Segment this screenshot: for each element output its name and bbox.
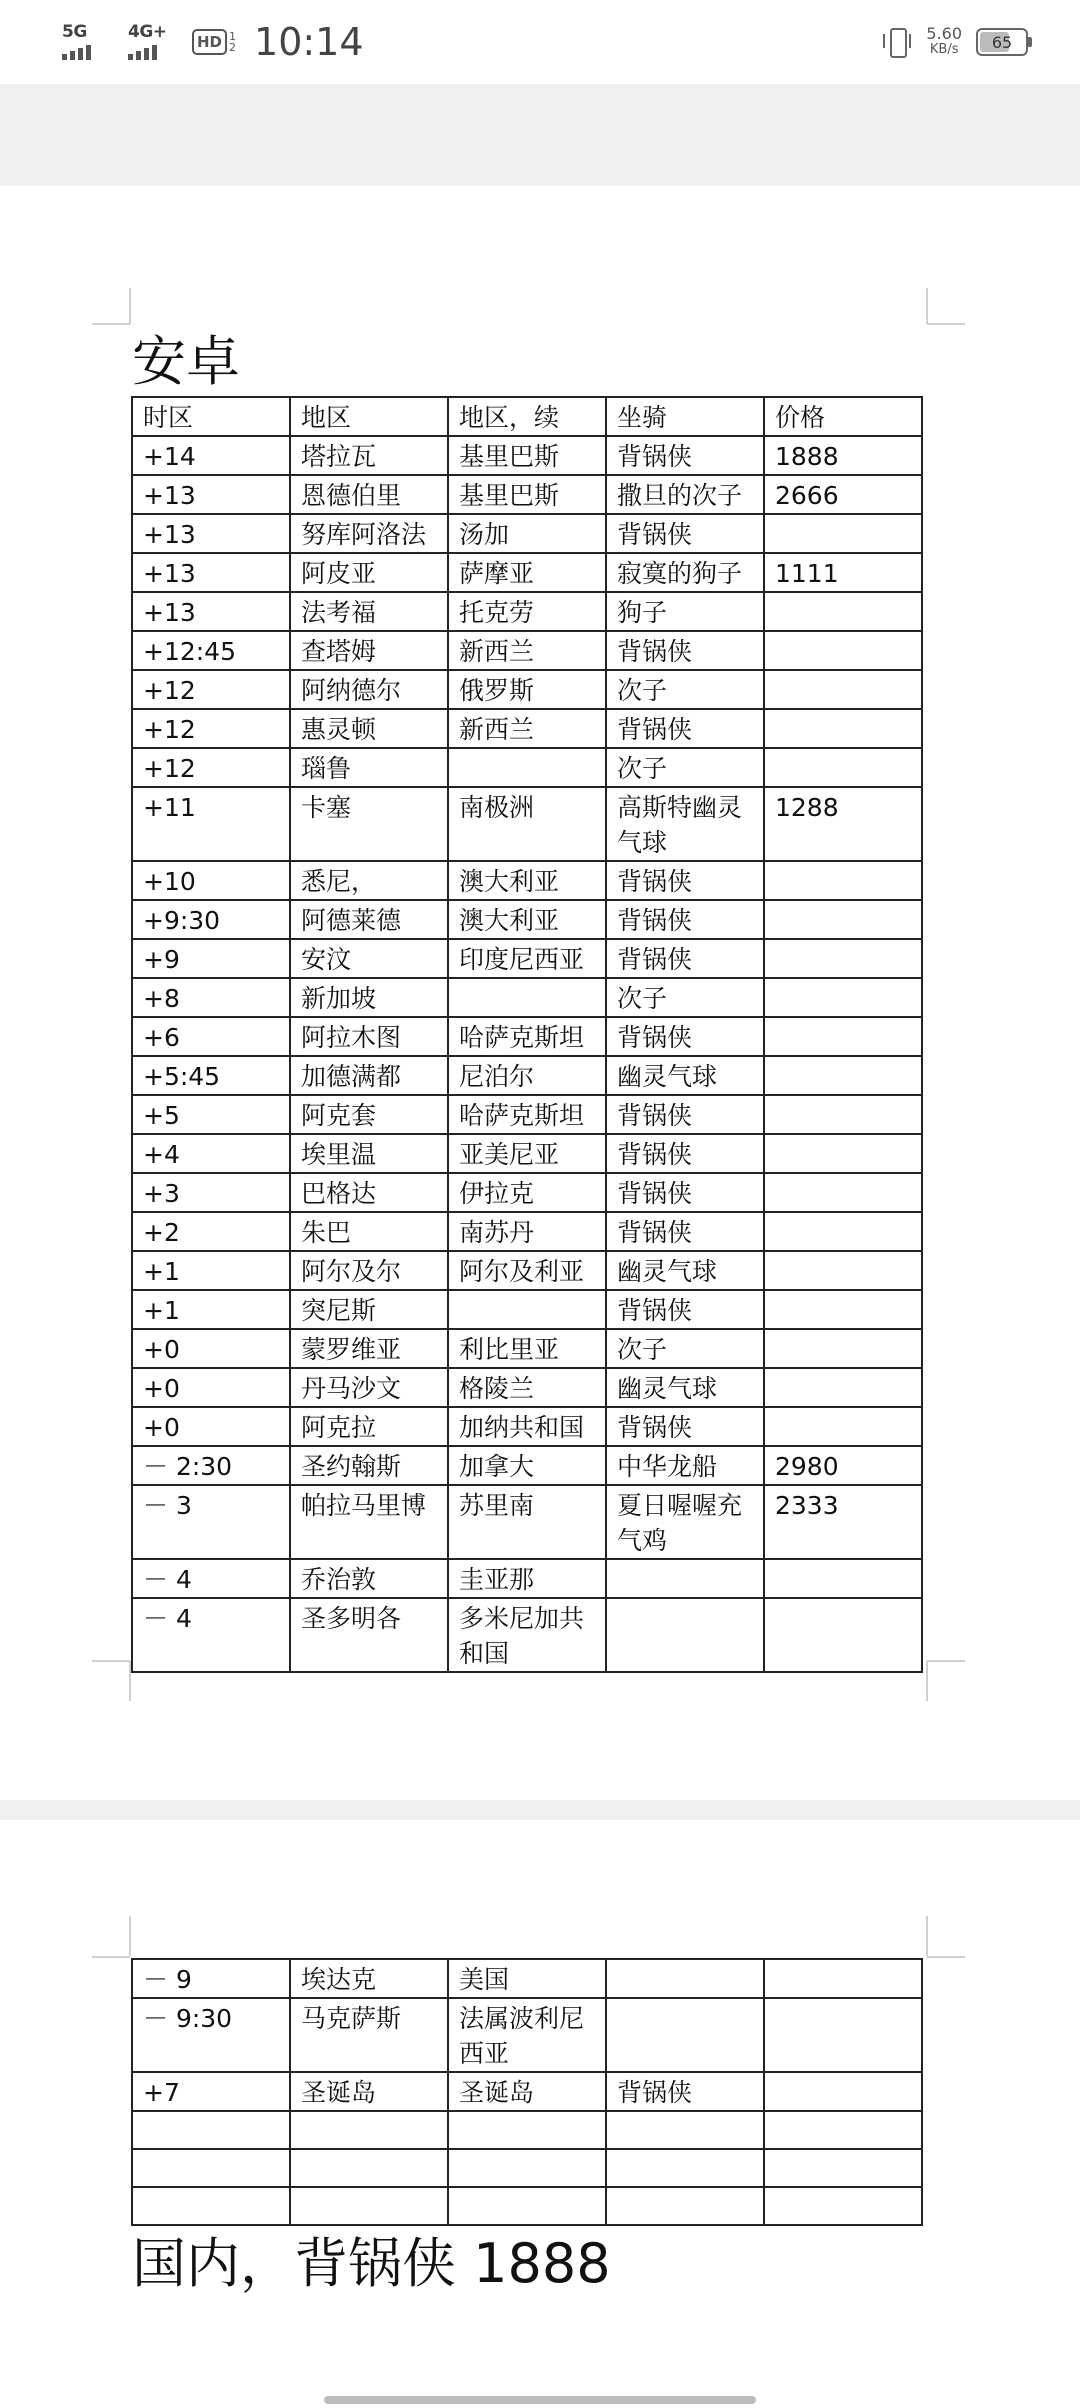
page-gap xyxy=(0,1800,1080,1820)
table-cell[interactable]: +10 xyxy=(132,861,290,900)
table-cell[interactable]: － 2:30 xyxy=(132,1446,290,1485)
table-row xyxy=(132,1134,922,1173)
summary-line[interactable]: 国内，背锅侠 1888 xyxy=(132,2232,611,2295)
table-cell[interactable]: 背锅侠 xyxy=(606,1407,764,1446)
table-cell[interactable]: 查塔姆 xyxy=(290,631,448,670)
table-cell[interactable]: +1 xyxy=(132,1251,290,1290)
table-cell[interactable]: 圣诞岛 xyxy=(290,2072,448,2111)
timezone-table[interactable] xyxy=(131,396,923,1673)
table-cell[interactable]: 圭亚那 xyxy=(448,1559,606,1598)
table-cell[interactable]: +7 xyxy=(132,2072,290,2111)
table-row xyxy=(132,2111,922,2149)
table-cell[interactable]: 背锅侠 xyxy=(606,514,764,553)
table-cell[interactable]: +1 xyxy=(132,1290,290,1329)
table-cell[interactable] xyxy=(764,1095,922,1134)
table-cell[interactable]: 萨摩亚 xyxy=(448,553,606,592)
table-cell[interactable] xyxy=(606,2187,764,2225)
table-cell[interactable]: 1288 xyxy=(764,787,922,861)
table-row xyxy=(132,1368,922,1407)
table-cell[interactable]: 背锅侠 xyxy=(606,1212,764,1251)
table-cell[interactable] xyxy=(764,1212,922,1251)
table-cell[interactable]: 加德满都 xyxy=(290,1056,448,1095)
table-cell[interactable] xyxy=(606,1559,764,1598)
table-cell[interactable] xyxy=(764,1559,922,1598)
table-cell[interactable]: 朱巴 xyxy=(290,1212,448,1251)
table-row xyxy=(132,2072,922,2111)
table-cell[interactable]: 突尼斯 xyxy=(290,1290,448,1329)
net-speed-unit: KB/s xyxy=(929,42,959,57)
table-cell[interactable]: 阿德莱德 xyxy=(290,900,448,939)
table-cell[interactable] xyxy=(290,2187,448,2225)
table-row xyxy=(132,1095,922,1134)
table-cell[interactable]: 惠灵顿 xyxy=(290,709,448,748)
table-cell[interactable]: 背锅侠 xyxy=(606,436,764,475)
table-row xyxy=(132,1959,922,1998)
margin-mark xyxy=(129,288,131,324)
table-cell[interactable]: 瑙鲁 xyxy=(290,748,448,787)
table-cell[interactable]: 多米尼加共和国 xyxy=(448,1598,606,1672)
table-cell[interactable]: 背锅侠 xyxy=(606,939,764,978)
table-cell[interactable]: +0 xyxy=(132,1368,290,1407)
hd-label: HD xyxy=(192,29,227,55)
table-cell[interactable] xyxy=(764,1017,922,1056)
table-row xyxy=(132,748,922,787)
table-cell[interactable]: 阿皮亚 xyxy=(290,553,448,592)
net-speed xyxy=(926,26,962,58)
table-cell[interactable] xyxy=(764,1998,922,2072)
table-cell[interactable]: +2 xyxy=(132,1212,290,1251)
margin-mark xyxy=(926,1916,928,1956)
table-cell[interactable]: 次子 xyxy=(606,670,764,709)
table-cell[interactable]: 阿克拉 xyxy=(290,1407,448,1446)
table-cell[interactable]: 2980 xyxy=(764,1446,922,1485)
table-row xyxy=(132,1212,922,1251)
table-cell[interactable]: － 9:30 xyxy=(132,1998,290,2072)
table-cell[interactable] xyxy=(764,939,922,978)
table-cell[interactable] xyxy=(606,2111,764,2149)
table-cell[interactable] xyxy=(764,2149,922,2187)
table-cell[interactable]: 背锅侠 xyxy=(606,2072,764,2111)
table-cell[interactable] xyxy=(132,2111,290,2149)
table-cell[interactable]: 亚美尼亚 xyxy=(448,1134,606,1173)
table-cell[interactable]: 卡塞 xyxy=(290,787,448,861)
table-header-row xyxy=(132,397,922,436)
table-cell[interactable]: 背锅侠 xyxy=(606,861,764,900)
table-cell[interactable]: 俄罗斯 xyxy=(448,670,606,709)
table-cell[interactable]: 格陵兰 xyxy=(448,1368,606,1407)
table-cell[interactable] xyxy=(606,1959,764,1998)
table-cell[interactable]: 法考福 xyxy=(290,592,448,631)
table-cell[interactable] xyxy=(764,1173,922,1212)
table-cell[interactable]: +13 xyxy=(132,553,290,592)
table-cell[interactable] xyxy=(764,978,922,1017)
table-cell[interactable] xyxy=(290,2111,448,2149)
table-cell[interactable]: 背锅侠 xyxy=(606,900,764,939)
table-cell[interactable]: 圣诞岛 xyxy=(448,2072,606,2111)
sim1-label: 5G xyxy=(62,22,87,42)
table-cell[interactable] xyxy=(448,2187,606,2225)
table-cell[interactable]: 次子 xyxy=(606,978,764,1017)
table-cell[interactable]: 背锅侠 xyxy=(606,709,764,748)
table-row xyxy=(132,861,922,900)
table-cell[interactable]: 尼泊尔 xyxy=(448,1056,606,1095)
table-row xyxy=(132,670,922,709)
signal-5g-icon xyxy=(60,22,112,62)
table-cell[interactable]: 利比里亚 xyxy=(448,1329,606,1368)
table-cell[interactable] xyxy=(448,978,606,1017)
table-cell[interactable] xyxy=(606,1598,764,1672)
table-row xyxy=(132,709,922,748)
table-row xyxy=(132,939,922,978)
table-row xyxy=(132,1017,922,1056)
table-cell[interactable]: +14 xyxy=(132,436,290,475)
table-cell[interactable] xyxy=(606,1998,764,2072)
table-cell[interactable]: 南苏丹 xyxy=(448,1212,606,1251)
table-cell[interactable]: +6 xyxy=(132,1017,290,1056)
table-row xyxy=(132,475,922,514)
table-cell[interactable] xyxy=(764,631,922,670)
table-cell[interactable]: 幽灵气球 xyxy=(606,1056,764,1095)
table-cell[interactable]: 托克劳 xyxy=(448,592,606,631)
table-cell[interactable] xyxy=(764,1329,922,1368)
table-cell[interactable]: 1111 xyxy=(764,553,922,592)
column-header[interactable]: 地区，续 xyxy=(448,397,606,436)
table-cell[interactable]: 安汶 xyxy=(290,939,448,978)
table-cell[interactable]: 阿纳德尔 xyxy=(290,670,448,709)
table-row xyxy=(132,2149,922,2187)
table-cell[interactable] xyxy=(764,709,922,748)
table-cell[interactable]: 2666 xyxy=(764,475,922,514)
table-cell[interactable]: 乔治敦 xyxy=(290,1559,448,1598)
hd-sub-bottom: 2 xyxy=(229,41,237,54)
table-cell[interactable]: +0 xyxy=(132,1329,290,1368)
table-cell[interactable] xyxy=(290,2149,448,2187)
table-cell[interactable]: +12 xyxy=(132,670,290,709)
table-cell[interactable]: 阿尔及尔 xyxy=(290,1251,448,1290)
table-cell[interactable]: +12 xyxy=(132,748,290,787)
table-cell[interactable]: 加拿大 xyxy=(448,1446,606,1485)
table-cell[interactable]: 法属波利尼西亚 xyxy=(448,1998,606,2072)
column-header[interactable]: 地区 xyxy=(290,397,448,436)
table-row xyxy=(132,1559,922,1598)
table-cell[interactable]: － 4 xyxy=(132,1598,290,1672)
table-cell[interactable]: 新加坡 xyxy=(290,978,448,1017)
table-row xyxy=(132,514,922,553)
table-cell[interactable]: +13 xyxy=(132,514,290,553)
table-cell[interactable] xyxy=(448,748,606,787)
table-row xyxy=(132,900,922,939)
table-cell[interactable]: 1888 xyxy=(764,436,922,475)
table-cell[interactable]: 撒旦的次子 xyxy=(606,475,764,514)
table-cell[interactable] xyxy=(764,1056,922,1095)
table-cell[interactable] xyxy=(764,1251,922,1290)
table-row xyxy=(132,1446,922,1485)
table-cell[interactable]: 悉尼， xyxy=(290,861,448,900)
table-cell[interactable] xyxy=(448,1290,606,1329)
table-cell[interactable]: 次子 xyxy=(606,1329,764,1368)
table-cell[interactable]: +12:45 xyxy=(132,631,290,670)
table-cell[interactable]: 巴格达 xyxy=(290,1173,448,1212)
table-row xyxy=(132,1251,922,1290)
margin-mark xyxy=(926,288,928,324)
table-cell[interactable]: 哈萨克斯坦 xyxy=(448,1017,606,1056)
table-cell[interactable]: 苏里南 xyxy=(448,1485,606,1559)
table-cell[interactable] xyxy=(448,2149,606,2187)
table-cell[interactable]: +5:45 xyxy=(132,1056,290,1095)
table-cell[interactable]: +13 xyxy=(132,475,290,514)
hd-sub-top: 1 xyxy=(229,30,237,43)
table-cell[interactable]: 澳大利亚 xyxy=(448,900,606,939)
margin-mark xyxy=(92,1956,130,1958)
table-cell[interactable] xyxy=(764,1290,922,1329)
table-cell[interactable]: 哈萨克斯坦 xyxy=(448,1095,606,1134)
table-cell[interactable]: 中华龙船 xyxy=(606,1446,764,1485)
timezone-table-continued[interactable] xyxy=(131,1958,923,2226)
table-cell[interactable]: 恩德伯里 xyxy=(290,475,448,514)
sim2-label: 4G+ xyxy=(128,22,167,42)
table-cell[interactable]: 夏日喔喔充气鸡 xyxy=(606,1485,764,1559)
table-cell[interactable] xyxy=(764,861,922,900)
table-cell[interactable]: +13 xyxy=(132,592,290,631)
column-header[interactable]: 时区 xyxy=(132,397,290,436)
table-row xyxy=(132,1329,922,1368)
table-row xyxy=(132,592,922,631)
table-cell[interactable]: +4 xyxy=(132,1134,290,1173)
table-cell[interactable] xyxy=(764,2111,922,2149)
table-cell[interactable]: 寂寞的狗子 xyxy=(606,553,764,592)
table-cell[interactable]: 阿克套 xyxy=(290,1095,448,1134)
table-cell[interactable] xyxy=(132,2187,290,2225)
table-cell[interactable]: 印度尼西亚 xyxy=(448,939,606,978)
table-cell[interactable] xyxy=(764,1959,922,1998)
table-cell[interactable] xyxy=(448,2111,606,2149)
table-cell[interactable]: － 4 xyxy=(132,1559,290,1598)
table-cell[interactable]: － 9 xyxy=(132,1959,290,1998)
table-cell[interactable]: 汤加 xyxy=(448,514,606,553)
margin-mark xyxy=(129,1916,131,1956)
table-cell[interactable]: 背锅侠 xyxy=(606,1134,764,1173)
table-row xyxy=(132,2187,922,2225)
table-cell[interactable]: 丹马沙文 xyxy=(290,1368,448,1407)
table-cell[interactable] xyxy=(764,1598,922,1672)
table-cell[interactable] xyxy=(764,900,922,939)
table-cell[interactable]: 次子 xyxy=(606,748,764,787)
column-header[interactable]: 价格 xyxy=(764,397,922,436)
clock: 10:14 xyxy=(254,20,364,64)
table-cell[interactable]: 伊拉克 xyxy=(448,1173,606,1212)
table-cell[interactable]: 埃达克 xyxy=(290,1959,448,1998)
document-title[interactable]: 安卓 xyxy=(132,330,240,393)
status-left xyxy=(60,18,364,66)
table-cell[interactable] xyxy=(606,2149,764,2187)
table-row xyxy=(132,1998,922,2072)
column-header[interactable]: 坐骑 xyxy=(606,397,764,436)
home-indicator[interactable] xyxy=(324,2396,756,2404)
table-cell[interactable]: 美国 xyxy=(448,1959,606,1998)
margin-mark xyxy=(927,1956,965,1958)
table-cell[interactable]: 背锅侠 xyxy=(606,1095,764,1134)
table-row xyxy=(132,553,922,592)
table-cell[interactable] xyxy=(764,514,922,553)
table-cell[interactable]: 马克萨斯 xyxy=(290,1998,448,2072)
margin-mark xyxy=(927,1660,965,1662)
table-cell[interactable]: 圣约翰斯 xyxy=(290,1446,448,1485)
signal-4g-icon xyxy=(126,22,178,62)
table-cell[interactable]: +12 xyxy=(132,709,290,748)
table-cell[interactable]: +5 xyxy=(132,1095,290,1134)
table-cell[interactable]: +9 xyxy=(132,939,290,978)
table-cell[interactable] xyxy=(764,2187,922,2225)
table-row xyxy=(132,1485,922,1559)
table-cell[interactable]: 埃里温 xyxy=(290,1134,448,1173)
table-row xyxy=(132,1290,922,1329)
table-cell[interactable]: 2333 xyxy=(764,1485,922,1559)
table-cell[interactable]: 幽灵气球 xyxy=(606,1368,764,1407)
table-cell[interactable]: +8 xyxy=(132,978,290,1017)
table-cell[interactable] xyxy=(764,592,922,631)
table-cell[interactable]: 基里巴斯 xyxy=(448,436,606,475)
table-cell[interactable]: 高斯特幽灵气球 xyxy=(606,787,764,861)
table-row xyxy=(132,1056,922,1095)
table-cell[interactable]: 背锅侠 xyxy=(606,1173,764,1212)
table-cell[interactable] xyxy=(764,670,922,709)
status-bar xyxy=(0,0,1080,84)
table-cell[interactable] xyxy=(764,1407,922,1446)
margin-mark xyxy=(92,1660,130,1662)
table-cell[interactable]: +3 xyxy=(132,1173,290,1212)
table-cell[interactable] xyxy=(764,2072,922,2111)
margin-mark xyxy=(927,323,965,325)
margin-mark xyxy=(926,1661,928,1701)
toolbar-area xyxy=(0,84,1080,186)
table-cell[interactable] xyxy=(764,748,922,787)
table-cell[interactable]: 南极洲 xyxy=(448,787,606,861)
margin-mark xyxy=(92,323,130,325)
table-cell[interactable]: － 3 xyxy=(132,1485,290,1559)
table-cell[interactable]: 基里巴斯 xyxy=(448,475,606,514)
battery-icon xyxy=(976,28,1028,56)
table-row xyxy=(132,631,922,670)
table-row xyxy=(132,1173,922,1212)
table-cell[interactable]: 幽灵气球 xyxy=(606,1251,764,1290)
table-row xyxy=(132,1598,922,1672)
table-cell[interactable]: 背锅侠 xyxy=(606,1290,764,1329)
table-cell[interactable]: 澳大利亚 xyxy=(448,861,606,900)
status-right xyxy=(882,22,1028,62)
table-cell[interactable] xyxy=(764,1368,922,1407)
hd-voice-icon xyxy=(192,29,236,55)
table-cell[interactable]: 努库阿洛法 xyxy=(290,514,448,553)
table-cell[interactable] xyxy=(764,1134,922,1173)
net-speed-value: 5.60 xyxy=(926,24,962,43)
table-cell[interactable]: 塔拉瓦 xyxy=(290,436,448,475)
table-cell[interactable]: 阿拉木图 xyxy=(290,1017,448,1056)
table-cell[interactable]: 背锅侠 xyxy=(606,631,764,670)
table-cell[interactable]: 新西兰 xyxy=(448,631,606,670)
table-cell[interactable]: 圣多明各 xyxy=(290,1598,448,1672)
table-cell[interactable] xyxy=(132,2149,290,2187)
table-cell[interactable]: 蒙罗维亚 xyxy=(290,1329,448,1368)
vibrate-icon xyxy=(882,26,912,58)
table-cell[interactable]: +9:30 xyxy=(132,900,290,939)
table-row xyxy=(132,978,922,1017)
table-row xyxy=(132,787,922,861)
table-cell[interactable]: 帕拉马里博 xyxy=(290,1485,448,1559)
table-cell[interactable]: 新西兰 xyxy=(448,709,606,748)
table-cell[interactable]: 狗子 xyxy=(606,592,764,631)
battery-level: 65 xyxy=(991,32,1013,52)
table-cell[interactable]: +0 xyxy=(132,1407,290,1446)
table-row xyxy=(132,436,922,475)
table-cell[interactable]: +11 xyxy=(132,787,290,861)
table-cell[interactable]: 加纳共和国 xyxy=(448,1407,606,1446)
table-row xyxy=(132,1407,922,1446)
table-cell[interactable]: 阿尔及利亚 xyxy=(448,1251,606,1290)
table-cell[interactable]: 背锅侠 xyxy=(606,1017,764,1056)
